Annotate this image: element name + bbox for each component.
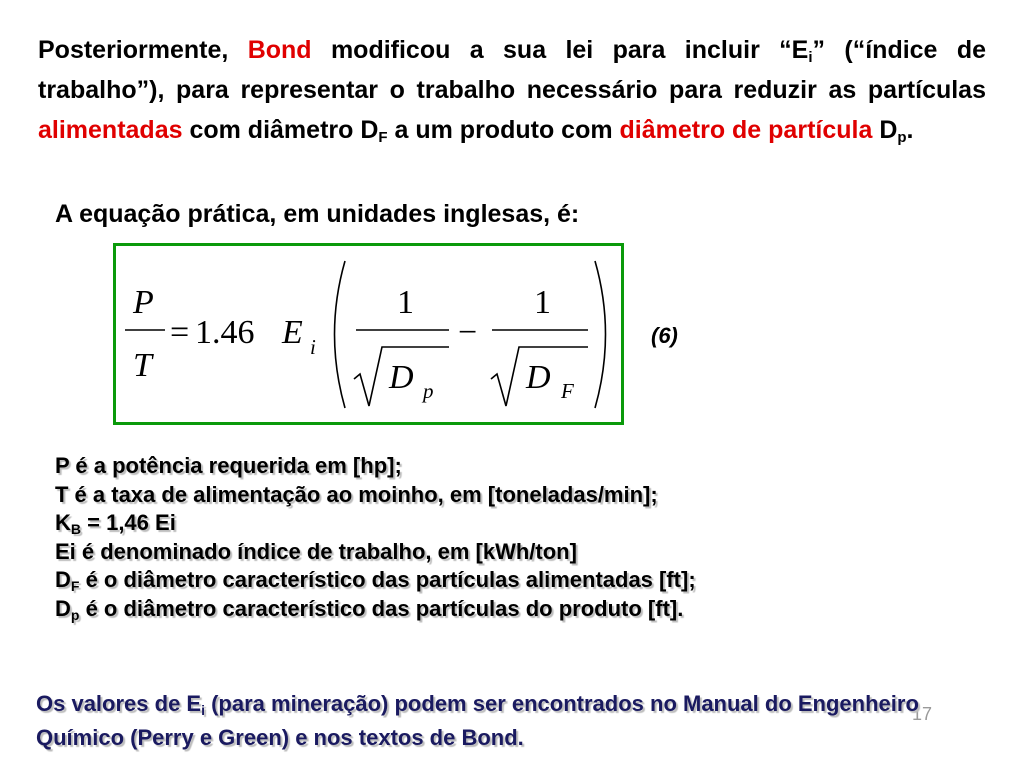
intro-subscript: F (378, 129, 388, 146)
eq-df-subscript: F (561, 379, 574, 403)
definition-line: $D_F$ é o diâmetro característico das partículas alimentadas [ft]; (55, 567, 696, 594)
definition-line: $K_B = 1,46$ Ei (55, 510, 176, 537)
definitions-list (55, 452, 975, 623)
intro-highlight-diametro: diâmetro de partícula (619, 116, 873, 144)
equation-number: (6) (651, 323, 678, 348)
intro-text: modificou a sua lei para incluir “E (311, 36, 809, 64)
definition-line: T é a taxa de alimentação ao moinho, em [toneladas/min]; (55, 481, 658, 507)
intro-text: a um produto com (387, 116, 620, 144)
definition-line: Ei é denominado índice de trabalho, em [kWh/ton] (55, 538, 577, 564)
intro-paragraph (38, 30, 986, 150)
eq-close-paren (595, 261, 606, 408)
eq-coefficient: 1.46 (195, 314, 255, 351)
eq-ei-subscript: i (310, 335, 316, 359)
eq-open-paren (335, 261, 346, 408)
equation-box (113, 243, 624, 425)
intro-text: com diâmetro D (182, 116, 379, 144)
eq-lhs-numerator: P (133, 284, 154, 321)
eq-ei: E (282, 314, 303, 351)
eq-numerator-one-b: 1 (534, 284, 551, 321)
eq-minus: − (458, 314, 478, 351)
intro-highlight-alimentadas: alimentadas (38, 116, 183, 144)
eq-equals: = (170, 314, 190, 351)
eq-dp: D (389, 359, 414, 396)
eq-lhs-denominator: T (133, 347, 152, 384)
equation-heading: A equação prática, em unidades inglesas, é: (55, 200, 580, 228)
definition-line: $D_p$ é o diâmetro característico das partículas do produto [ft]. (55, 595, 684, 623)
equation-formula (116, 246, 621, 422)
intro-subscript: p (897, 129, 907, 146)
slide-number: 17 (912, 704, 933, 724)
intro-text: ” (“índice de trabalho”), para representar o trabalho necessário para reduzir as partículas (38, 36, 987, 104)
intro-text: . (906, 116, 914, 144)
definition-line: P é a potência requerida em [hp]; (55, 453, 402, 478)
intro-text: Posteriormente, (38, 36, 248, 64)
note-paragraph: Os valores de $E_i$ (para mineração) podem ser encontrados no Manual do Engenheiro Químico (Perry e Green) e nos textos de Bond. (36, 691, 919, 750)
eq-numerator-one-a: 1 (397, 284, 414, 321)
intro-text: D (872, 116, 898, 144)
intro-subscript: i (808, 49, 813, 66)
eq-dp-subscript: p (423, 379, 434, 403)
eq-df: D (526, 359, 551, 396)
intro-highlight-bond: Bond (247, 36, 312, 64)
